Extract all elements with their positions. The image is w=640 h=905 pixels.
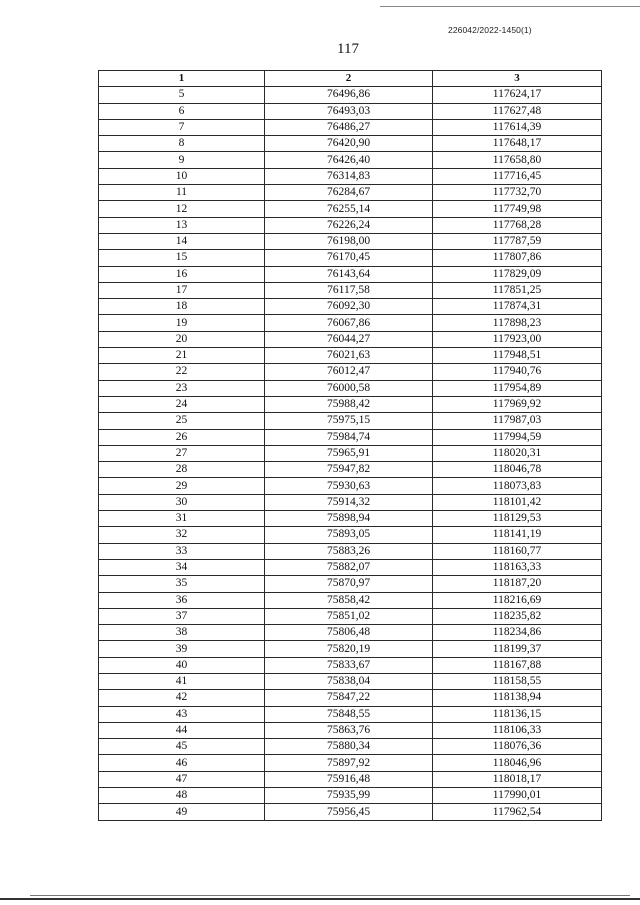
point-number-cell: 10 [99, 168, 265, 184]
point-number-cell: 7 [99, 119, 265, 135]
coordinates-table [98, 70, 602, 821]
x-coordinate-cell: 75848,55 [265, 706, 433, 722]
table-row [99, 87, 602, 103]
bottom-divider [0, 898, 640, 900]
table-row [99, 739, 602, 755]
x-coordinate-cell: 75858,42 [265, 592, 433, 608]
x-coordinate-cell: 76284,67 [265, 185, 433, 201]
y-coordinate-cell: 118106,33 [433, 722, 602, 738]
x-coordinate-cell: 76143,64 [265, 266, 433, 282]
x-coordinate-cell: 75975,15 [265, 413, 433, 429]
x-coordinate-cell: 76117,58 [265, 282, 433, 298]
y-coordinate-cell: 117990,01 [433, 788, 602, 804]
point-number-cell: 26 [99, 429, 265, 445]
table-header-row [99, 71, 602, 87]
y-coordinate-cell: 118073,83 [433, 478, 602, 494]
table-row [99, 625, 602, 641]
point-number-cell: 34 [99, 559, 265, 575]
y-coordinate-cell: 118234,86 [433, 625, 602, 641]
y-coordinate-cell: 117898,23 [433, 315, 602, 331]
x-coordinate-cell: 76314,83 [265, 168, 433, 184]
point-number-cell: 35 [99, 576, 265, 592]
y-coordinate-cell: 117787,59 [433, 233, 602, 249]
table-body [99, 87, 602, 820]
y-coordinate-cell: 118101,42 [433, 494, 602, 510]
x-coordinate-cell: 76092,30 [265, 299, 433, 315]
table-row [99, 282, 602, 298]
table-row [99, 266, 602, 282]
y-coordinate-cell: 117627,48 [433, 103, 602, 119]
point-number-cell: 45 [99, 739, 265, 755]
table-row [99, 331, 602, 347]
point-number-cell: 43 [99, 706, 265, 722]
point-number-cell: 17 [99, 282, 265, 298]
point-number-cell: 46 [99, 755, 265, 771]
x-coordinate-cell: 75984,74 [265, 429, 433, 445]
y-coordinate-cell: 117716,45 [433, 168, 602, 184]
x-coordinate-cell: 75838,04 [265, 673, 433, 689]
table-row [99, 657, 602, 673]
x-coordinate-cell: 75935,99 [265, 788, 433, 804]
x-coordinate-cell: 75847,22 [265, 690, 433, 706]
table-row [99, 315, 602, 331]
point-number-cell: 6 [99, 103, 265, 119]
table-row [99, 136, 602, 152]
x-coordinate-cell: 76255,14 [265, 201, 433, 217]
x-coordinate-cell: 76198,00 [265, 233, 433, 249]
point-number-cell: 48 [99, 788, 265, 804]
table-row [99, 788, 602, 804]
table-row [99, 592, 602, 608]
table-row [99, 673, 602, 689]
bottom-divider-thin [30, 895, 630, 896]
table-row [99, 755, 602, 771]
y-coordinate-cell: 118235,82 [433, 608, 602, 624]
point-number-cell: 33 [99, 543, 265, 559]
table-row [99, 217, 602, 233]
table-row [99, 559, 602, 575]
x-coordinate-cell: 75988,42 [265, 396, 433, 412]
table-row [99, 478, 602, 494]
table-row [99, 364, 602, 380]
top-divider [380, 6, 640, 7]
point-number-cell: 21 [99, 348, 265, 364]
x-coordinate-cell: 75833,67 [265, 657, 433, 673]
y-coordinate-cell: 118160,77 [433, 543, 602, 559]
point-number-cell: 39 [99, 641, 265, 657]
table-row [99, 168, 602, 184]
x-coordinate-cell: 76012,47 [265, 364, 433, 380]
x-coordinate-cell: 76021,63 [265, 348, 433, 364]
point-number-cell: 42 [99, 690, 265, 706]
y-coordinate-cell: 117969,92 [433, 396, 602, 412]
y-coordinate-cell: 117954,89 [433, 380, 602, 396]
column-header-1: 1 [99, 71, 265, 87]
point-number-cell: 13 [99, 217, 265, 233]
y-coordinate-cell: 118020,31 [433, 445, 602, 461]
x-coordinate-cell: 76486,27 [265, 119, 433, 135]
y-coordinate-cell: 117807,86 [433, 250, 602, 266]
column-header-3: 3 [433, 71, 602, 87]
column-header-2: 2 [265, 71, 433, 87]
y-coordinate-cell: 117749,98 [433, 201, 602, 217]
table-row [99, 103, 602, 119]
y-coordinate-cell: 118136,15 [433, 706, 602, 722]
point-number-cell: 38 [99, 625, 265, 641]
x-coordinate-cell: 76420,90 [265, 136, 433, 152]
y-coordinate-cell: 117994,59 [433, 429, 602, 445]
y-coordinate-cell: 117948,51 [433, 348, 602, 364]
table-row [99, 396, 602, 412]
point-number-cell: 32 [99, 527, 265, 543]
x-coordinate-cell: 75880,34 [265, 739, 433, 755]
y-coordinate-cell: 117987,03 [433, 413, 602, 429]
table-row [99, 494, 602, 510]
x-coordinate-cell: 75806,48 [265, 625, 433, 641]
point-number-cell: 12 [99, 201, 265, 217]
table-row [99, 201, 602, 217]
x-coordinate-cell: 75882,07 [265, 559, 433, 575]
point-number-cell: 22 [99, 364, 265, 380]
x-coordinate-cell: 75897,92 [265, 755, 433, 771]
table-row [99, 119, 602, 135]
y-coordinate-cell: 117874,31 [433, 299, 602, 315]
y-coordinate-cell: 117624,17 [433, 87, 602, 103]
point-number-cell: 15 [99, 250, 265, 266]
table-row [99, 706, 602, 722]
table-row [99, 185, 602, 201]
point-number-cell: 29 [99, 478, 265, 494]
x-coordinate-cell: 76496,86 [265, 87, 433, 103]
y-coordinate-cell: 117732,70 [433, 185, 602, 201]
table-row [99, 543, 602, 559]
x-coordinate-cell: 76000,58 [265, 380, 433, 396]
document-reference: 226042/2022-1450(1) [448, 25, 532, 35]
point-number-cell: 5 [99, 87, 265, 103]
point-number-cell: 24 [99, 396, 265, 412]
table-row [99, 608, 602, 624]
y-coordinate-cell: 118046,96 [433, 755, 602, 771]
x-coordinate-cell: 75893,05 [265, 527, 433, 543]
x-coordinate-cell: 76226,24 [265, 217, 433, 233]
point-number-cell: 41 [99, 673, 265, 689]
x-coordinate-cell: 75870,97 [265, 576, 433, 592]
x-coordinate-cell: 75820,19 [265, 641, 433, 657]
x-coordinate-cell: 75898,94 [265, 511, 433, 527]
table-row [99, 429, 602, 445]
table-row [99, 380, 602, 396]
point-number-cell: 47 [99, 771, 265, 787]
x-coordinate-cell: 75947,82 [265, 462, 433, 478]
point-number-cell: 8 [99, 136, 265, 152]
point-number-cell: 28 [99, 462, 265, 478]
y-coordinate-cell: 118187,20 [433, 576, 602, 592]
y-coordinate-cell: 117648,17 [433, 136, 602, 152]
point-number-cell: 16 [99, 266, 265, 282]
point-number-cell: 25 [99, 413, 265, 429]
table-row [99, 413, 602, 429]
y-coordinate-cell: 118158,55 [433, 673, 602, 689]
y-coordinate-cell: 118018,17 [433, 771, 602, 787]
point-number-cell: 14 [99, 233, 265, 249]
y-coordinate-cell: 117658,80 [433, 152, 602, 168]
table-row [99, 299, 602, 315]
y-coordinate-cell: 118129,53 [433, 511, 602, 527]
table-row [99, 804, 602, 820]
point-number-cell: 37 [99, 608, 265, 624]
table-row [99, 233, 602, 249]
point-number-cell: 23 [99, 380, 265, 396]
point-number-cell: 18 [99, 299, 265, 315]
y-coordinate-cell: 118076,36 [433, 739, 602, 755]
table-row [99, 576, 602, 592]
table-row [99, 511, 602, 527]
x-coordinate-cell: 75863,76 [265, 722, 433, 738]
y-coordinate-cell: 117851,25 [433, 282, 602, 298]
page-number: 117 [337, 41, 359, 57]
point-number-cell: 44 [99, 722, 265, 738]
x-coordinate-cell: 75930,63 [265, 478, 433, 494]
x-coordinate-cell: 76426,40 [265, 152, 433, 168]
table-row [99, 250, 602, 266]
y-coordinate-cell: 117768,28 [433, 217, 602, 233]
table-row [99, 445, 602, 461]
y-coordinate-cell: 118163,33 [433, 559, 602, 575]
y-coordinate-cell: 117962,54 [433, 804, 602, 820]
point-number-cell: 49 [99, 804, 265, 820]
x-coordinate-cell: 76067,86 [265, 315, 433, 331]
x-coordinate-cell: 75956,45 [265, 804, 433, 820]
y-coordinate-cell: 118138,94 [433, 690, 602, 706]
y-coordinate-cell: 118199,37 [433, 641, 602, 657]
x-coordinate-cell: 76170,45 [265, 250, 433, 266]
y-coordinate-cell: 117923,00 [433, 331, 602, 347]
y-coordinate-cell: 117940,76 [433, 364, 602, 380]
y-coordinate-cell: 117614,39 [433, 119, 602, 135]
point-number-cell: 19 [99, 315, 265, 331]
y-coordinate-cell: 118141,19 [433, 527, 602, 543]
point-number-cell: 36 [99, 592, 265, 608]
y-coordinate-cell: 118167,88 [433, 657, 602, 673]
y-coordinate-cell: 118216,69 [433, 592, 602, 608]
point-number-cell: 40 [99, 657, 265, 673]
table-row [99, 722, 602, 738]
table-row [99, 641, 602, 657]
x-coordinate-cell: 75916,48 [265, 771, 433, 787]
point-number-cell: 27 [99, 445, 265, 461]
x-coordinate-cell: 75851,02 [265, 608, 433, 624]
table-row [99, 527, 602, 543]
table-row [99, 462, 602, 478]
point-number-cell: 9 [99, 152, 265, 168]
y-coordinate-cell: 117829,09 [433, 266, 602, 282]
point-number-cell: 30 [99, 494, 265, 510]
x-coordinate-cell: 76493,03 [265, 103, 433, 119]
table-row [99, 771, 602, 787]
table-row [99, 690, 602, 706]
point-number-cell: 20 [99, 331, 265, 347]
point-number-cell: 31 [99, 511, 265, 527]
y-coordinate-cell: 118046,78 [433, 462, 602, 478]
x-coordinate-cell: 75883,26 [265, 543, 433, 559]
point-number-cell: 11 [99, 185, 265, 201]
x-coordinate-cell: 75965,91 [265, 445, 433, 461]
x-coordinate-cell: 76044,27 [265, 331, 433, 347]
table-row [99, 348, 602, 364]
table-row [99, 152, 602, 168]
x-coordinate-cell: 75914,32 [265, 494, 433, 510]
